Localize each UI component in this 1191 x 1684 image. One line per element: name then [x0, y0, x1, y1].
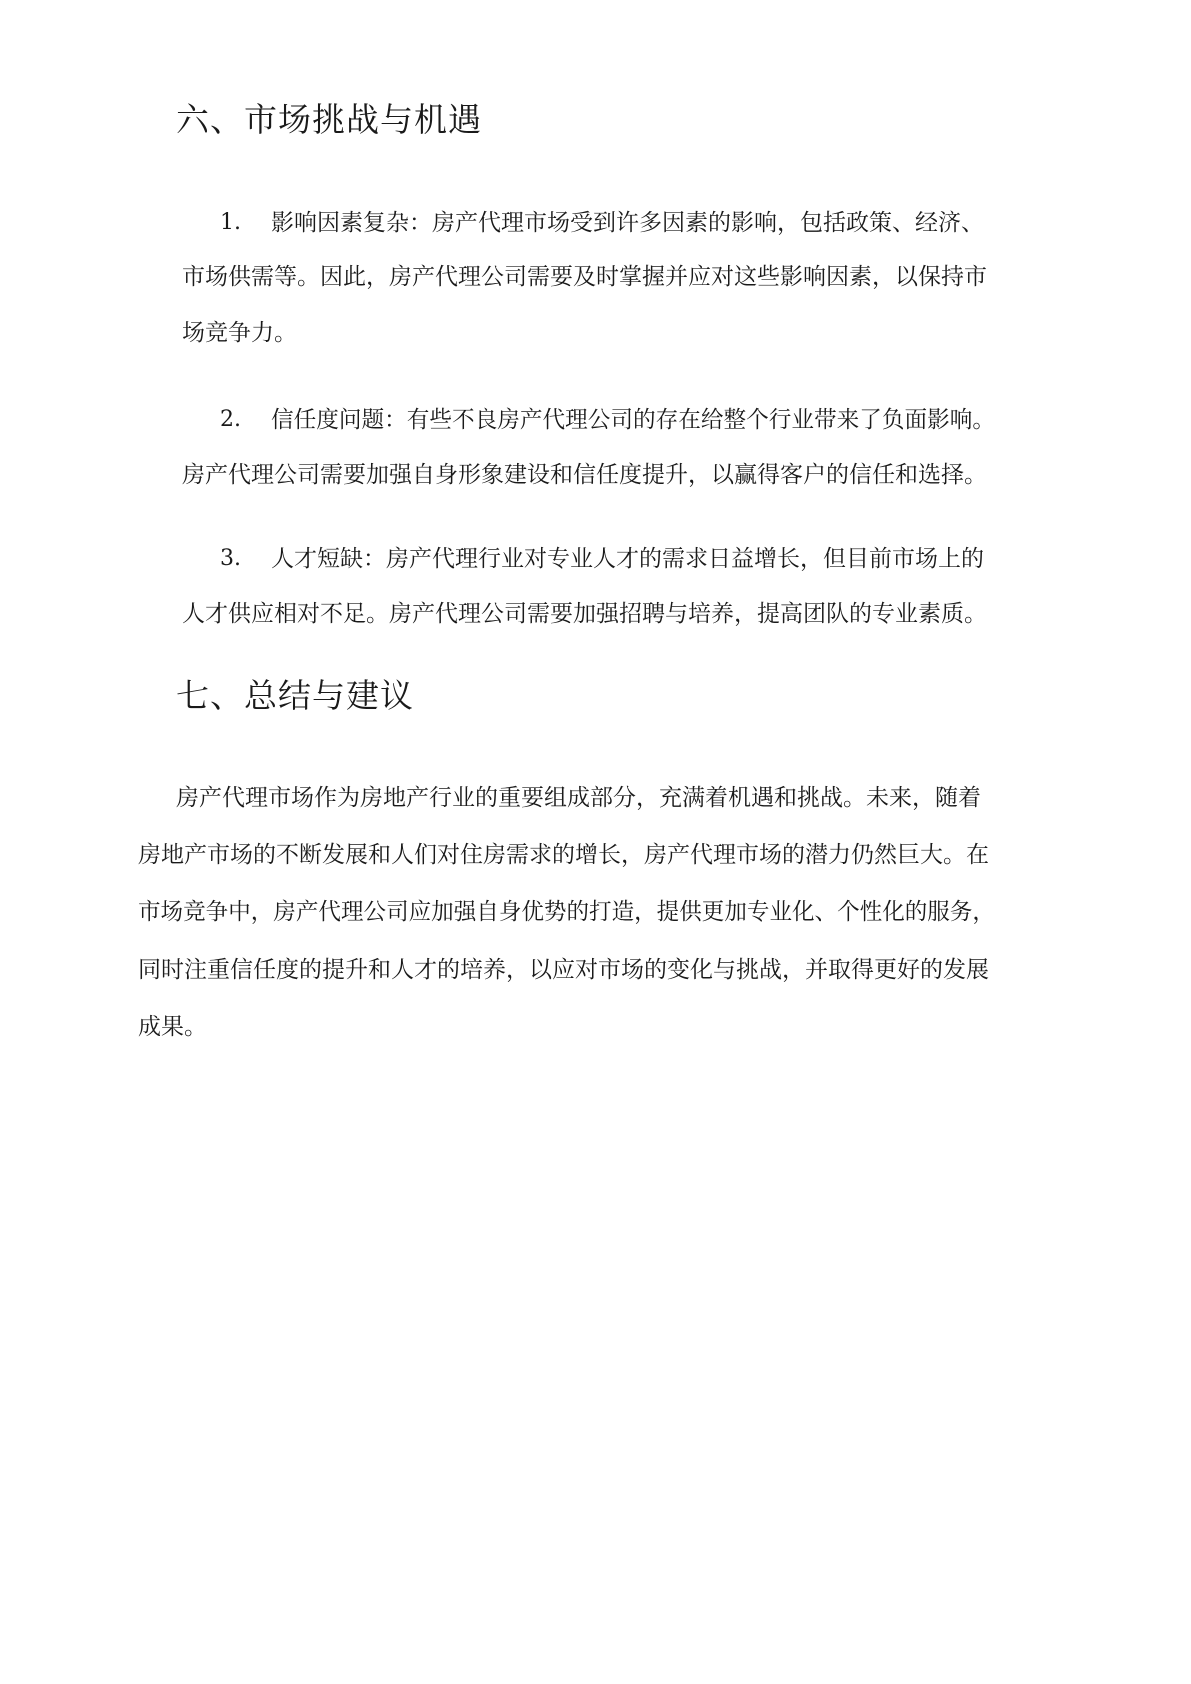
summary-text-line: 房地产市场的不断发展和人们对住房需求的增长，房产代理市场的潜力仍然巨大。在 [138, 842, 989, 868]
item-text-line: 房产代理公司需要加强自身形象建设和信任度提升，以赢得客户的信任和选择。 [182, 462, 987, 488]
summary-text-line: 市场竞争中，房产代理公司应加强自身优势的打造，提供更加专业化、个性化的服务， [138, 899, 995, 925]
summary-text-line: 成果。 [138, 1014, 207, 1040]
item-text-line: 人才短缺：房产代理行业对专业人才的需求日益增长，但目前市场上的 [271, 546, 984, 572]
item-number: 1. [220, 210, 241, 235]
item-text-line: 场竞争力。 [182, 320, 297, 346]
item-text-line: 人才供应相对不足。房产代理公司需要加强招聘与培养，提高团队的专业素质。 [182, 601, 987, 627]
summary-text-line: 同时注重信任度的提升和人才的培养，以应对市场的变化与挑战，并取得更好的发展 [138, 957, 989, 983]
summary-text-line: 房产代理市场作为房地产行业的重要组成部分，充满着机遇和挑战。未来，随着 [176, 785, 981, 811]
section-heading-summary: 七、总结与建议 [176, 676, 414, 715]
item-text-line: 市场供需等。因此，房产代理公司需要及时掌握并应对这些影响因素，以保持市 [182, 264, 987, 290]
item-text-line: 影响因素复杂：房产代理市场受到许多因素的影响，包括政策、经济、 [271, 210, 984, 236]
item-number: 2. [220, 407, 241, 432]
item-text-line: 信任度问题：有些不良房产代理公司的存在给整个行业带来了负面影响。 [271, 407, 996, 433]
item-number: 3. [220, 546, 241, 571]
section-heading-challenges: 六、市场挑战与机遇 [176, 100, 482, 139]
